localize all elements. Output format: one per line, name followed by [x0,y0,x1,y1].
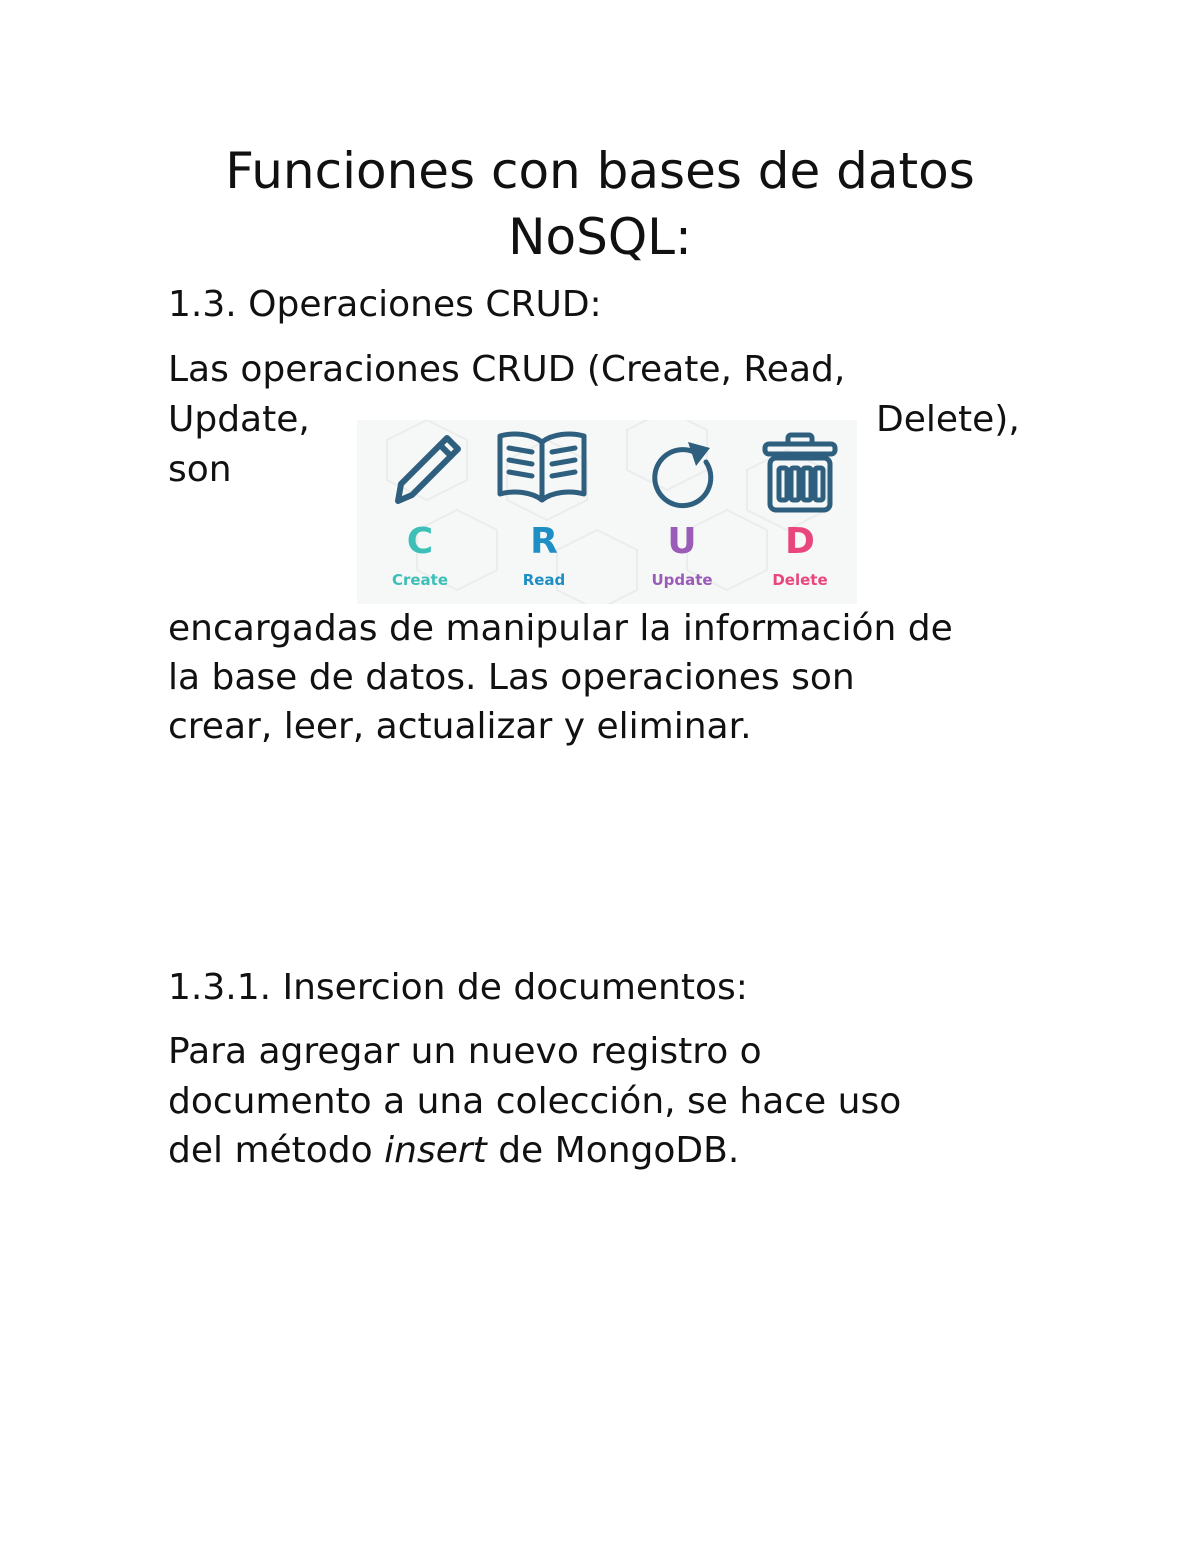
document-title [168,138,1032,270]
crud-word-create: Create [391,571,449,589]
crud-word-update: Update [651,571,713,589]
paragraph-line: Update, [168,399,310,440]
section-heading-insercion: 1.3.1. Insercion de documentos: [168,967,748,1008]
crud-letter-u: U [667,521,697,562]
paragraph-line: la base de datos. Las operaciones son [168,657,855,698]
paragraph-line: crear, leer, actualizar y eliminar. [168,706,752,747]
paragraph-line: Para agregar un nuevo registro o [168,1031,762,1072]
text-run: de MongoDB. [486,1130,740,1171]
refresh-icon [622,428,742,518]
crud-letter-r: R [530,521,558,562]
paragraph-line: son [168,449,232,490]
paragraph-line: Las operaciones CRUD (Create, Read, [168,349,846,390]
crud-item-create [360,420,480,604]
crud-item-read [484,420,604,604]
paragraph-line [168,1127,739,1175]
crud-illustration [357,420,857,604]
paragraph-line: documento a una colección, se hace uso [168,1081,902,1122]
trash-can-icon [740,428,857,518]
crud-item-update [622,420,742,604]
text-run: del método [168,1130,385,1171]
crud-letter-c: C [406,521,434,562]
title-line-2: NoSQL: [508,208,692,266]
crud-word-read: Read [522,571,566,589]
paragraph-line: Delete), [876,399,1020,440]
crud-letter-d: D [785,521,815,562]
pencil-icon [360,428,480,518]
title-line-1: Funciones con bases de datos [225,142,975,200]
crud-word-delete: Delete [772,571,828,589]
open-book-icon [484,428,604,518]
crud-item-delete [740,420,857,604]
method-name-insert: insert [384,1130,487,1171]
section-heading-crud: 1.3. Operaciones CRUD: [168,284,602,325]
paragraph-line: encargadas de manipular la información de [168,608,953,649]
